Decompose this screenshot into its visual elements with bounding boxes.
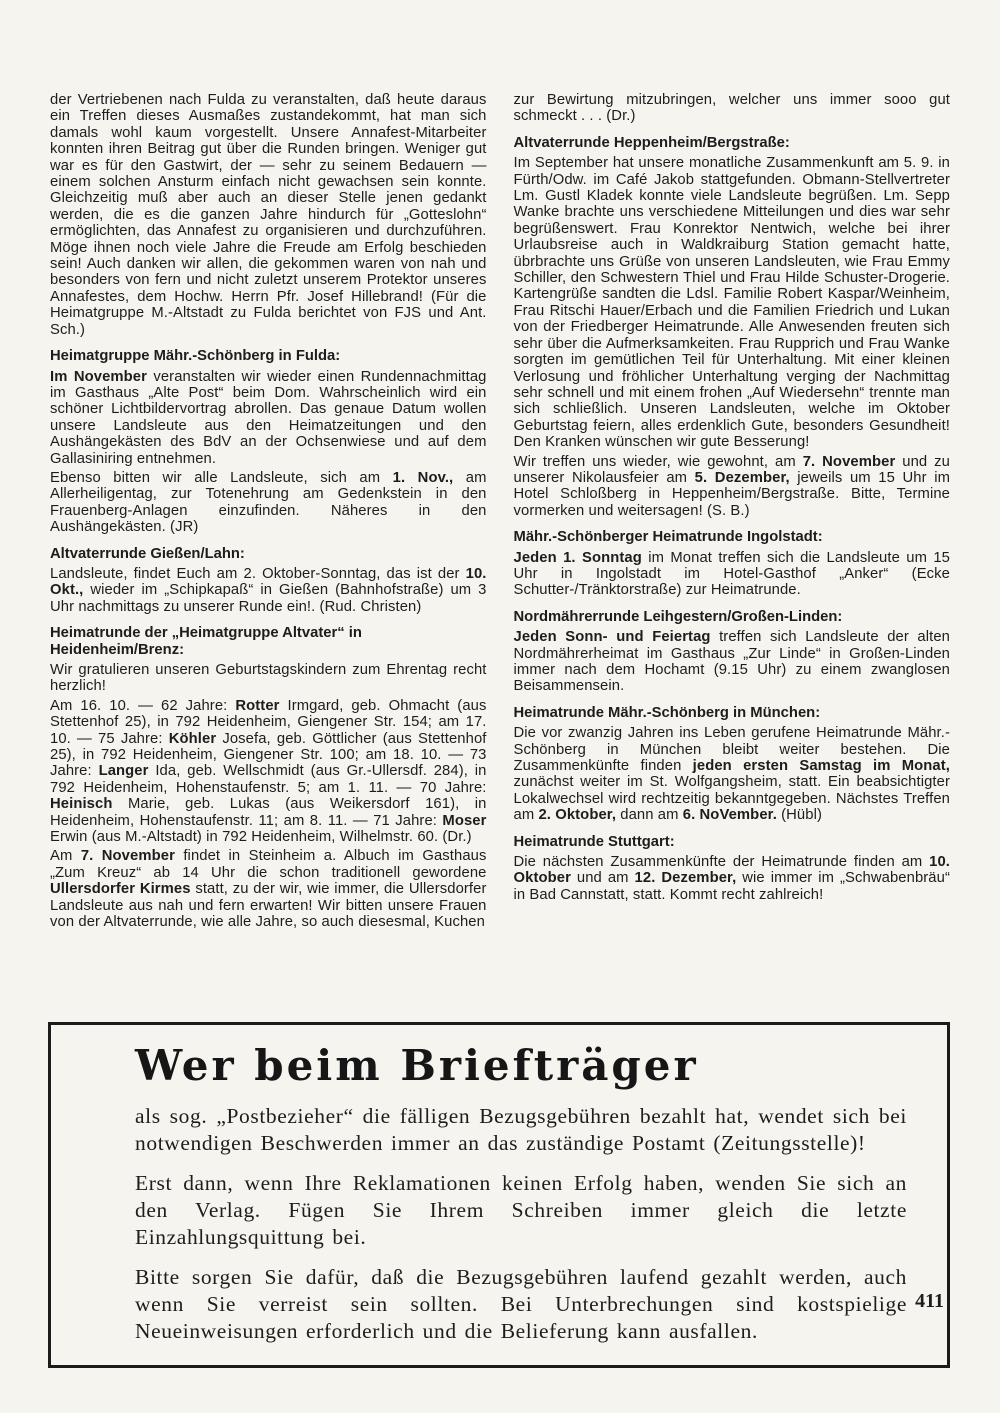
notice-title: Wer beim Briefträger xyxy=(135,1041,699,1090)
body-paragraph: Im November veranstalten wir wieder einen Rundennachmittag im Gasthaus „Alte Post“ beim Dom. Wahrscheinlich wird ein schöner Lichtbildervortrag abrollen. Das genaue Datum wollen unsere Landsleute aus den Heimatzeitungen und den Aushängekästen des BdV an der Ochsenwiese und auf dem Gallasiniring entnehmen. xyxy=(50,368,487,467)
body-paragraph: Ebenso bitten wir alle Landsleute, sich am 1. Nov., am Allerheiligentag, zur Totenehrung am Gedenkstein in den Frauenberg-Anlagen einzufinden. Näheres in den Aushängekästen. (JR) xyxy=(50,469,487,536)
section-heading: Heimatrunde der „Heimatgruppe Altvater“ in Heidenheim/Brenz: xyxy=(50,625,362,658)
body-paragraph: Am 16. 10. — 62 Jahre: Rotter Irmgard, geb. Ohmacht (aus Stettenhof 25), in 792 Heidenheim, Giengener Str. 154; am 17. 10. — 75 Jahre: Köhler Josefa, geb. Göttlicher (aus Stettenhof 25), in 792 Heidenheim, Giengener Str. 100; am 18. 10. — 73 Jahre: Langer Ida, geb. Wellschmidt (aus Gr.-Ullersdf. 284), in 792 Heidenheim, Hohenstaufenstr. 5; am 1. 11. — 70 Jahre: Heinisch Marie, geb. Lukas (aus Weikersdorf 161), in Heidenheim, Hohenstaufenstr. 11; am 8. 11. — 71 Jahre: Moser Erwin (aus M.-Altstadt) in 792 Heidenheim, Wilhelmstr. 60. (Dr.) xyxy=(50,697,487,846)
subscriber-notice-box xyxy=(48,1022,950,1368)
section-heading: Altvaterrunde Heppenheim/Bergstraße: xyxy=(513,134,790,151)
body-paragraph: Die nächsten Zusammenkünfte der Heimatrunde finden am 10. Oktober und am 12. Dezember, wie immer im „Schwabenbräu“ in Bad Cannstatt, statt. Kommt recht zahlreich! xyxy=(513,854,950,903)
notice-paragraph: Bitte sorgen Sie dafür, daß die Bezugsgebühren laufend gezahlt werden, auch wenn Sie verreist sein sollten. Bei Unterbrechungen sind kostspielige Neueinweisungen erforderlich und die Belieferung kann ausfallen. xyxy=(135,1265,907,1343)
body-paragraph: Im September hat unsere monatliche Zusammenkunft am 5. 9. in Fürth/Odw. im Café Jakob stattgefunden. Obmann-Stellvertreter Lm. Gustl Kladek konnte viele Landsleute begrüßen. Lm. Sepp Wanke brachte uns verschiedene Mitteilungen und dies war sehr begrüßenswert. Frau Konrektor Nentwich, welche bei ihrer Urlaubsreise auch in Waldkraiburg Station gemacht hatte, übrbrachte uns Grüße von unseren Landsleuten, wie Frau Emmy Schiller, den Schwestern Thiel und Frau Hilde Schuster-Drogerie. Kartengrüße sandten die Ldsl. Familie Robert Kaspar/Weinheim, Frau Ritschi Hauer/Erbach und die Familien Friedrich und Lukan von der Friedberger Heimatrunde. Alle Anwesenden freuten sich sehr über die Aufmerksamkeiten. Frau Rupprich und Frau Wanke sorgten im gemütlichen Teil für Unterhaltung. Mit einer kleinen Verlosung und fröhlicher Unterhaltung verging der Nachmittag sehr schnell und mit einem frohen „Auf Wiedersehn“ trennte man sich schließlich. Unseren Landsleuten, welche im Oktober Geburtstag feiern, alles erdenklich Gute, besonders Gesundheit! Den Kranken wünschen wir gute Besserung! xyxy=(513,155,950,451)
page-number: 411 xyxy=(915,1290,944,1312)
notice-paragraph: als sog. „Postbezieher“ die fälligen Bezugsgebühren bezahlt hat, wendet sich bei notwendigen Beschwerden immer an das zuständige Postamt (Zeitungsstelle)! xyxy=(135,1104,907,1155)
body-paragraph: der Vertriebenen nach Fulda zu veranstalten, daß heute daraus ein Treffen dieses Ausmaßes zustandekommt, hat man sich damals wohl kaum vorgestellt. Unsere Annafest-Mitarbeiter konnten ihren Beitrag gut über die Runden bringen. Weniger gut war es für den Gastwirt, der — sehr zu seinem Bedauern — einem solchen Ansturm einfach nicht gewachsen sein konnte. Gleichzeitig muß aber auch an dieser Stelle jenen gedankt werden, die es die ganzen Jahre hindurch für „Gotteslohn“ ermöglichten, das Annafest zu organisieren und durchzuführen. Möge ihnen noch viele Jahre die Freude am Erfolg beschieden sein! Auch danken wir allen, die gekommen waren von nah und besonders von fern und nicht zuletzt unserem Protektor unseres Annafestes, dem Hochw. Herrn Pfr. Josef Hillebrand! (Für die Heimatgruppe M.-Altstadt zu Fulda berichtet von FJS und Ant. Sch.) xyxy=(50,92,487,338)
section-heading: Altvaterrunde Gießen/Lahn: xyxy=(50,545,245,562)
right-column xyxy=(514,92,951,934)
body-paragraph: Landsleute, findet Euch am 2. Oktober-Sonntag, das ist der 10. Okt., wieder im „Schipkapaß“ in Gießen (Bahnhofstraße) um 3 Uhr nachmittags zu unserer Runde ein!. (Rud. Christen) xyxy=(50,565,487,615)
notice-paragraphs xyxy=(135,1103,907,1345)
section-heading: Mähr.-Schönberger Heimatrunde Ingolstadt: xyxy=(513,529,823,546)
body-paragraph: Die vor zwanzig Jahren ins Leben gerufene Heimatrunde Mähr.-Schönberg in München bleibt weiter bestehen. Die Zusammenkünfte finden jeden ersten Samstag im Monat, zunächst weiter im St. Wolfgangsheim, statt. Ein beabsichtigter Lokalwechsel wird rechtzeitig bekanntgegeben. Nächstes Treffen am 2. Oktober, dann am 6. NoVember. (Hübl) xyxy=(513,725,950,824)
body-paragraph: Wir gratulieren unseren Geburtstagskindern zum Ehrentag recht herzlich! xyxy=(50,662,487,695)
section-heading: Heimatrunde Mähr.-Schönberg in München: xyxy=(513,704,821,721)
body-paragraph: Jeden Sonn- und Feiertag treffen sich Landsleute der alten Nordmährerheimat im Gasthaus „Zur Linde“ in Großen-Linden immer nach dem Hochamt (9.15 Uhr) zu einem zwanglosen Beisammensein. xyxy=(513,629,950,695)
section-heading: Heimatrunde Stuttgart: xyxy=(513,833,675,850)
section-heading: Nordmährerrunde Leihgestern/Großen-Linden: xyxy=(513,608,843,625)
body-paragraph: Am 7. November findet in Steinheim a. Albuch im Gasthaus „Zum Kreuz“ ab 14 Uhr die schon traditionell gewordene Ullersdorfer Kirmes statt, zu der wir, wie immer, die Ullersdorfer Landsleute aus nah und fern erwarten! Wir bitten unsere Frauen von der Altvaterrunde, wie alle Jahre, so auch diesesmal, Kuchen xyxy=(50,848,487,931)
notice-paragraph: Erst dann, wenn Ihre Reklamationen keinen Erfolg haben, wenden Sie sich an den Verlag. Fügen Sie Ihrem Schreiben immer gleich die letzte Einzahlungsquittung bei. xyxy=(135,1171,907,1249)
body-paragraph: zur Bewirtung mitzubringen, welcher uns immer sooo gut schmeckt . . . (Dr.) xyxy=(513,92,950,125)
left-column xyxy=(50,92,487,934)
article-columns xyxy=(50,92,950,934)
body-paragraph: Jeden 1. Sonntag im Monat treffen sich die Landsleute um 15 Uhr in Ingolstadt im Hotel-Gasthof „Anker“ (Ecke Schutter-/Tränktorstraße) zur Heimatrunde. xyxy=(513,549,950,599)
body-paragraph: Wir treffen uns wieder, wie gewohnt, am 7. November und zu unserer Nikolausfeier am 5. Dezember, jeweils um 15 Uhr im Hotel Schloßberg in Heppenheim/Bergstraße. Bitte, Termine vormerken und weitersagen! (S. B.) xyxy=(513,453,950,519)
section-heading: Heimatgruppe Mähr.-Schönberg in Fulda: xyxy=(50,348,341,365)
